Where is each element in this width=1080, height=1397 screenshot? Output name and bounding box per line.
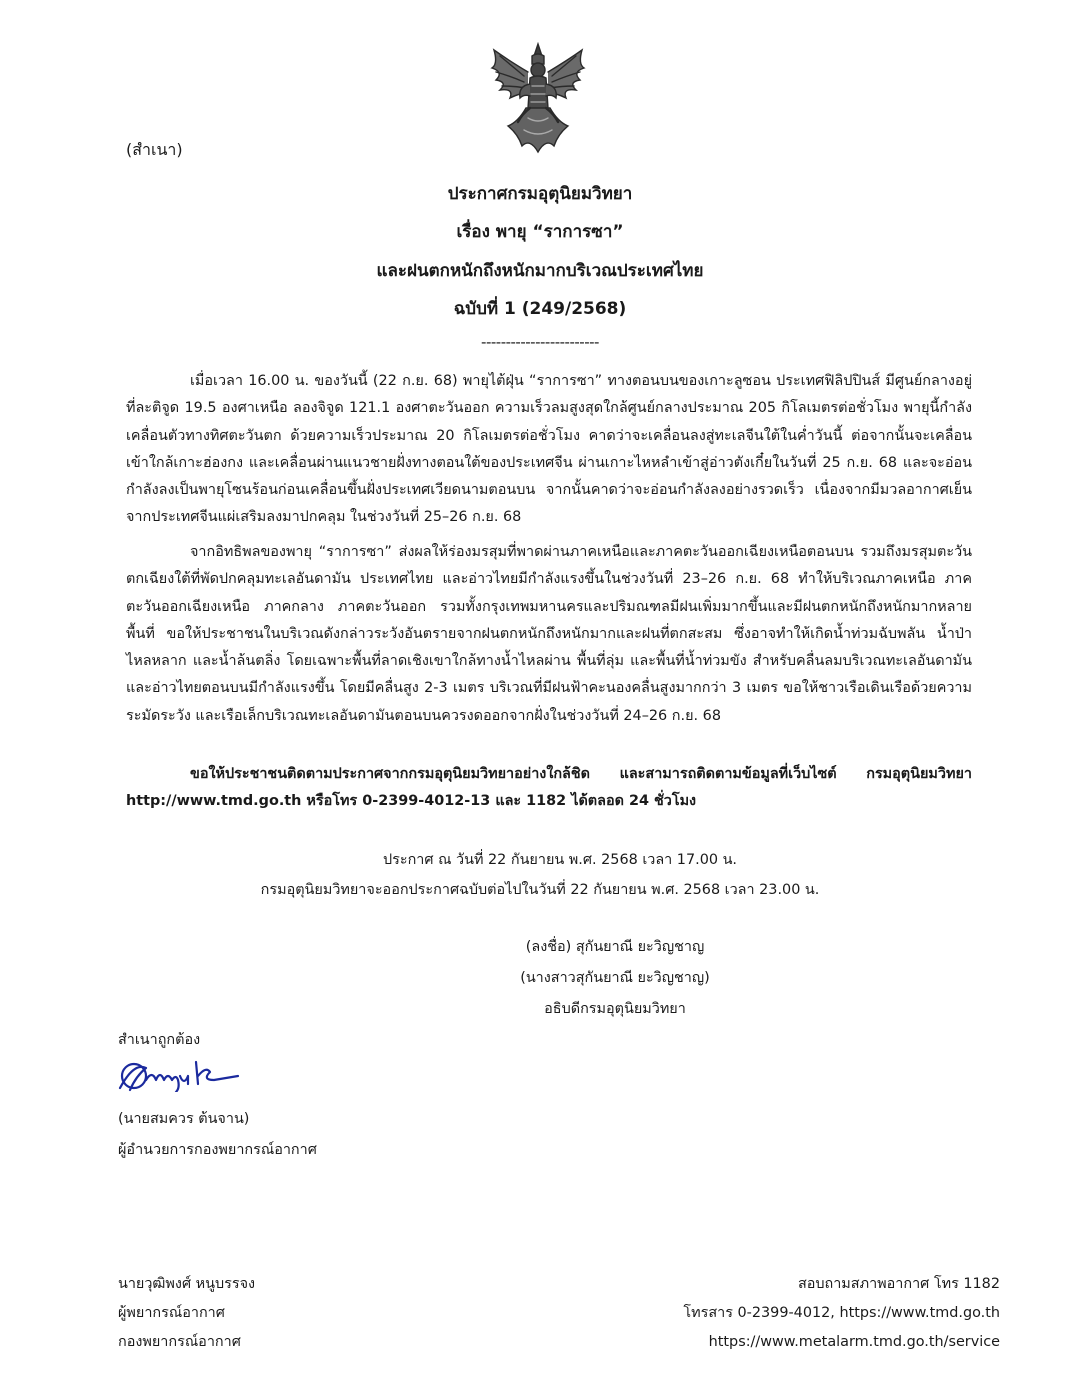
paragraph-storm-position: เมื่อเวลา 16.00 น. ของวันนี้ (22 ก.ย. 68) พายุไต้ฝุ่น “ราการซา” ทางตอนบนของเกาะลูซอน ประเทศฟิลิปปินส์ มีศูนย์กลางอยู่ที่ละติจูด 19.5 องศาเหนือ ลองจิจูด 121.1 องศาตะวันออก ความเร็วลมสูงสุดใกล้ศูนย์กลางประมาณ 205 กิโลเมตรต่อชั่วโมง พายุนี้กำลังเคลื่อนตัวทางทิศตะวันตก ด้วยความเร็วประมาณ 20 กิโลเมตรต่อชั่วโมง คาดว่าจะเคลื่อนลงสู่ทะเลจีนใต้ในค่ำวันนี้ ต่อจากนั้นจะเคลื่อนเข้าใกล้เกาะฮ่องกง และเคลื่อนผ่านแนวชายฝั่งทางตอนใต้ของประเทศจีน ผ่านเกาะไหหลำเข้าสู่อ่าวตังเกี๋ยในวันที่ 25 ก.ย. 68 และจะอ่อนกำลังลงเป็นพายุโซนร้อนก่อนเคลื่อนขึ้นฝั่งประเทศเวียดนามตอนบน จากนั้นคาดว่าจะอ่อนกำลังลงอย่างรวดเร็ว เนื่องจากมีมวลอากาศเย็นจากประเทศจีนแผ่เสริมลงมาปกคลุม ในช่วงวันที่ 25–26 ก.ย. 68	[126, 373, 972, 526]
contact-fax-website: โทรสาร 0-2399-4012, https://www.tmd.go.th	[683, 1305, 1000, 1321]
signatory-full-name: (นางสาวสุกันยาณี ยะวิญชาญ)	[520, 970, 710, 986]
signatory-title: อธิบดีกรมอุตุนิยมวิทยา	[544, 1001, 686, 1017]
signatory-block	[430, 932, 800, 1025]
forecaster-name: นายวุฒิพงศ์ หนูบรรจง	[118, 1276, 256, 1292]
footer-contact	[683, 1270, 1000, 1357]
certifier-name: (นายสมควร ต้นจาน)	[118, 1111, 250, 1127]
next-announcement: กรมอุตุนิยมวิทยาจะออกประกาศฉบับต่อไปในวันที่ 22 กันยายน พ.ศ. 2568 เวลา 23.00 น.	[260, 882, 820, 898]
certifier-title: ผู้อำนวยการกองพยากรณ์อากาศ	[118, 1142, 317, 1158]
copy-label: (สำเนา)	[126, 140, 183, 159]
issued-datetime: ประกาศ ณ วันที่ 22 กันยายน พ.ศ. 2568 เวลา 17.00 น.	[383, 852, 737, 868]
announcement-title: ประกาศกรมอุตุนิยมวิทยา	[447, 184, 633, 204]
contact-service-url: https://www.metalarm.tmd.go.th/service	[708, 1334, 1000, 1350]
paragraph-storm-impact: จากอิทธิพลของพายุ “ราการซา” ส่งผลให้ร่องมรสุมที่พาดผ่านภาคเหนือและภาคตะวันออกเฉียงเหนือตอนบน รวมถึงมรสุมตะวันตกเฉียงใต้ที่พัดปกคลุมทะเลอันดามัน ประเทศไทย และอ่าวไทยมีกำลังแรงขึ้นในช่วงวันที่ 23–26 ก.ย. 68 ทำให้บริเวณภาคเหนือ ภาคตะวันออกเฉียงเหนือ ภาคกลาง ภาคตะวันออก รวมทั้งกรุงเทพมหานครและปริมณฑลมีฝนเพิ่มมากขึ้นและมีฝนตกหนักถึงหนักมากหลายพื้นที่ ขอให้ประชาชนในบริเวณดังกล่าวระวังอันตรายจากฝนตกหนักถึงหนักมากและฝนที่ตกสะสม ซึ่งอาจทำให้เกิดน้ำท่วมฉับพลัน น้ำป่าไหลหลาก และน้ำล้นตลิ่ง โดยเฉพาะพื้นที่ลาดเชิงเขาใกล้ทางน้ำไหลผ่าน พื้นที่ลุ่ม และพื้นที่น้ำท่วมขัง สำหรับคลื่นลมบริเวณทะเลอันดามันและอ่าวไทยตอนบนมีกำลังแรงขึ้น โดยมีคลื่นสูง 2-3 เมตร บริเวณที่มีฝนฟ้าคะนองคลื่นสูงมากกว่า 3 เมตร ขอให้ชาวเรือเดินเรือด้วยความระมัดระวัง และเรือเล็กบริเวณทะเลอันดามันตอนบนควรงดออกจากฝั่งในช่วงวันที่ 24–26 ก.ย. 68	[126, 544, 972, 724]
footer-forecaster	[118, 1270, 255, 1357]
announcement-subject-line2: และฝนตกหนักถึงหนักมากบริเวณประเทศไทย	[376, 261, 704, 281]
forecaster-position: ผู้พยากรณ์อากาศ	[118, 1305, 225, 1321]
signatory-signed: (ลงชื่อ) สุกันยาณี ยะวิญชาญ	[525, 939, 705, 955]
announcement-number: ฉบับที่ 1 (249/2568)	[453, 299, 627, 319]
contact-phone: สอบถามสภาพอากาศ โทร 1182	[797, 1276, 1000, 1292]
heading-divider: ------------------------	[481, 333, 599, 351]
certified-copy-label: สำเนาถูกต้อง	[118, 1032, 201, 1048]
paragraph-follow-updates: ขอให้ประชาชนติดตามประกาศจากกรมอุตุนิยมวิทยาอย่างใกล้ชิด และสามารถติดตามข้อมูลที่เว็บไซต์ กรมอุตุนิยมวิทยา http://www.tmd.go.th หรือโทร 0-2399-4012-13 และ 1182 ได้ตลอด 24 ชั่วโมง	[126, 766, 972, 810]
announcement-subject: เรื่อง พายุ “ราการซา”	[456, 222, 624, 242]
handwritten-signature-icon	[118, 1058, 242, 1092]
certifier-block	[118, 1104, 317, 1166]
garuda-emblem-icon	[488, 42, 588, 154]
forecaster-division: กองพยากรณ์อากาศ	[118, 1334, 241, 1350]
